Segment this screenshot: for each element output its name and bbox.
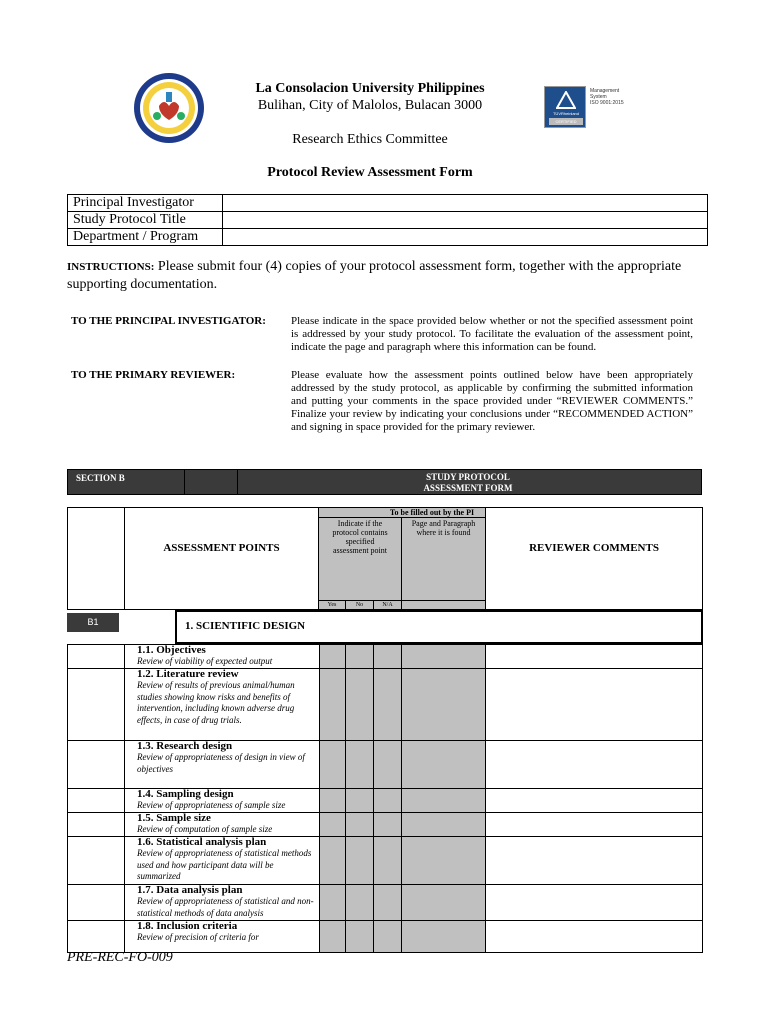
assessment-point-title: 1.4. Sampling design: [137, 788, 234, 800]
yes-checkbox-cell[interactable]: [319, 812, 346, 837]
info-row: [68, 212, 708, 229]
assessment-point-cell: [124, 740, 320, 789]
yes-checkbox-cell[interactable]: [319, 740, 346, 789]
assessment-point-description: Review of appropriateness of sample size: [137, 800, 286, 810]
no-checkbox-cell[interactable]: [345, 812, 374, 837]
page-paragraph-cell[interactable]: [401, 884, 486, 921]
na-header: N/A: [382, 602, 393, 608]
department-program-field[interactable]: [223, 229, 708, 246]
indicate-header-cell: [318, 517, 402, 601]
na-checkbox-cell[interactable]: [373, 740, 402, 789]
to-reviewer-label: TO THE PRIMARY REVIEWER:: [71, 369, 236, 381]
to-reviewer-text: Please evaluate how the assessment points outlined below have been appropriately addressed by the study protocol, as applicable by confirming the submitted information and putting your comments in the space provided under “REVIEWER COMMENTS.” Finalize your review by indicating your conclusions under “RECOMMENDED ACTION” and signing in space provided for the primary reviewer.: [291, 369, 693, 433]
row-blank-cell: [67, 812, 125, 837]
yes-header: Yes: [327, 602, 337, 608]
no-header: No: [355, 602, 364, 608]
instructions-text: Please submit four (4) copies of your protocol assessment form, together with the appropriate supporting documentation.: [67, 259, 682, 292]
na-checkbox-cell[interactable]: [373, 788, 402, 813]
no-header-cell: [345, 600, 374, 610]
reviewer-comment-cell[interactable]: [485, 788, 703, 813]
reviewer-comment-cell[interactable]: [485, 668, 703, 741]
na-checkbox-cell[interactable]: [373, 884, 402, 921]
na-checkbox-cell[interactable]: [373, 836, 402, 885]
section-title: [248, 472, 688, 494]
assessment-point-description: Review of appropriateness of statistical methods used and how participant data will be summarized: [137, 848, 312, 881]
iso-certification-badge: [544, 86, 632, 128]
cert-line-2: System: [590, 94, 607, 100]
page-paragraph-cell[interactable]: [401, 668, 486, 741]
info-row: [68, 195, 708, 212]
university-address: Bulihan, City of Malolos, Bulacan 3000: [257, 98, 483, 113]
reviewer-comments-header: REVIEWER COMMENTS: [529, 542, 659, 554]
cert-line-3: ISO 9001:2015: [590, 100, 624, 106]
assessment-point-title: 1.3. Research design: [137, 740, 233, 752]
form-title: Protocol Review Assessment Form: [267, 165, 473, 180]
assessment-point-title: 1.1. Objectives: [137, 644, 206, 656]
instructions-label: INSTRUCTIONS:: [67, 261, 155, 273]
page-paragraph-cell[interactable]: [401, 788, 486, 813]
row-blank-cell: [67, 740, 125, 789]
reviewer-comment-cell[interactable]: [485, 644, 703, 669]
indicate-header: Indicate if the protocol contains specified assessment point: [332, 519, 388, 555]
no-checkbox-cell[interactable]: [345, 788, 374, 813]
no-checkbox-cell[interactable]: [345, 668, 374, 741]
university-name: La Consolacion University Philippines: [255, 81, 485, 96]
page-sub-cell: [401, 600, 486, 610]
section-label: SECTION B: [68, 470, 185, 494]
committee-name: Research Ethics Committee: [292, 132, 448, 147]
to-pi-text: Please indicate in the space provided below whether or not the specified assessment point is addressed by your study protocol. To facilitate the evaluation of the assessment point, indicate the page and paragraph where this information can be found.: [291, 315, 693, 353]
na-checkbox-cell[interactable]: [373, 920, 402, 953]
assessment-table: [67, 507, 703, 950]
no-checkbox-cell[interactable]: [345, 740, 374, 789]
instructions: [67, 258, 707, 293]
assessment-point-title: 1.7. Data analysis plan: [137, 884, 243, 896]
na-checkbox-cell[interactable]: [373, 668, 402, 741]
form-code: PRE-REC-FO-009: [67, 950, 173, 965]
cert-badge: CERTIFIED: [549, 118, 583, 125]
principal-investigator-field[interactable]: [223, 195, 708, 212]
assessment-point-description: Review of precision of criteria for: [137, 932, 259, 942]
page-paragraph-cell[interactable]: [401, 812, 486, 837]
assessment-point-cell: [124, 668, 320, 741]
page-paragraph-cell[interactable]: [401, 740, 486, 789]
reviewer-comment-cell[interactable]: [485, 920, 703, 953]
yes-checkbox-cell[interactable]: [319, 836, 346, 885]
section-header-bar: [67, 469, 702, 495]
assessment-point-title: 1.6. Statistical analysis plan: [137, 836, 267, 848]
assessment-points-header: ASSESSMENT POINTS: [163, 542, 280, 554]
assessment-point-cell: [124, 884, 320, 921]
assessment-point-cell: [124, 812, 320, 837]
no-checkbox-cell[interactable]: [345, 836, 374, 885]
row-blank-cell: [67, 644, 125, 669]
assessment-point-title: 1.8. Inclusion criteria: [137, 920, 238, 932]
study-protocol-title-field[interactable]: [223, 212, 708, 229]
to-pi-label: TO THE PRINCIPAL INVESTIGATOR:: [71, 315, 266, 327]
yes-checkbox-cell[interactable]: [319, 668, 346, 741]
page-paragraph-cell[interactable]: [401, 920, 486, 953]
assessment-point-cell: [124, 920, 320, 953]
section-title-line-2: ASSESSMENT FORM: [423, 483, 513, 493]
assessment-points-header-cell: [124, 507, 319, 610]
assessment-point-description: Review of appropriateness of design in view of objectives: [137, 752, 305, 774]
no-checkbox-cell[interactable]: [345, 920, 374, 953]
page-paragraph-cell[interactable]: [401, 836, 486, 885]
cert-brand: TÜVRheinland: [552, 111, 579, 116]
tuv-triangle-icon: [556, 91, 576, 109]
yes-checkbox-cell[interactable]: [319, 788, 346, 813]
row-blank-cell: [67, 920, 125, 953]
row-blank-cell: [67, 884, 125, 921]
reviewer-comment-cell[interactable]: [485, 812, 703, 837]
row-blank-cell: [67, 788, 125, 813]
info-label: Principal Investigator: [68, 195, 223, 212]
assessment-point-description: Review of computation of sample size: [137, 824, 273, 834]
reviewer-comment-cell[interactable]: [485, 884, 703, 921]
assessment-point-description: Review of results of previous animal/human studies showing know risks and benefits of intervention, including known adverse drug effects, in case of drug trials.: [137, 680, 295, 725]
assessment-point-description: Review of appropriateness of statistical and non-statistical methods of data analysis: [137, 896, 314, 918]
info-label: Department / Program: [68, 229, 223, 246]
na-header-cell: [373, 600, 402, 610]
yes-checkbox-cell[interactable]: [319, 884, 346, 921]
assessment-point-description: Review of viability of expected output: [137, 656, 273, 666]
page-header-cell: [401, 517, 486, 601]
row-blank-cell: [67, 836, 125, 885]
cert-line-1: Management: [590, 88, 620, 94]
na-checkbox-cell[interactable]: [373, 812, 402, 837]
yes-header-cell: [318, 600, 346, 610]
assessment-point-cell: [124, 644, 320, 669]
assessment-point-title: 1.2. Literature review: [137, 668, 239, 680]
na-checkbox-cell[interactable]: [373, 644, 402, 669]
no-checkbox-cell[interactable]: [345, 644, 374, 669]
no-checkbox-cell[interactable]: [345, 884, 374, 921]
row-blank-cell: [67, 668, 125, 741]
yes-checkbox-cell[interactable]: [319, 920, 346, 953]
page-paragraph-cell[interactable]: [401, 644, 486, 669]
info-label: Study Protocol Title: [68, 212, 223, 229]
section-spacer: [185, 470, 238, 494]
page-header: Page and Paragraph where it is found: [411, 519, 476, 537]
header-blank-cell: [67, 507, 125, 610]
university-seal-logo: [133, 72, 205, 144]
assessment-point-title: 1.5. Sample size: [137, 812, 211, 824]
yes-checkbox-cell[interactable]: [319, 644, 346, 669]
investigator-info-table: [67, 194, 708, 246]
info-row: [68, 229, 708, 246]
assessment-point-cell: [124, 788, 320, 813]
reviewer-comment-cell[interactable]: [485, 836, 703, 885]
section-title-line-1: STUDY PROTOCOL: [426, 472, 510, 482]
reviewer-comment-cell[interactable]: [485, 740, 703, 789]
group-title: 1. SCIENTIFIC DESIGN: [185, 620, 306, 632]
pi-header: To be filled out by the PI: [389, 508, 475, 517]
reviewer-header-cell: [485, 507, 703, 610]
assessment-point-cell: [124, 836, 320, 885]
group-title-cell: [175, 610, 703, 644]
group-code-badge: B1: [67, 613, 119, 632]
